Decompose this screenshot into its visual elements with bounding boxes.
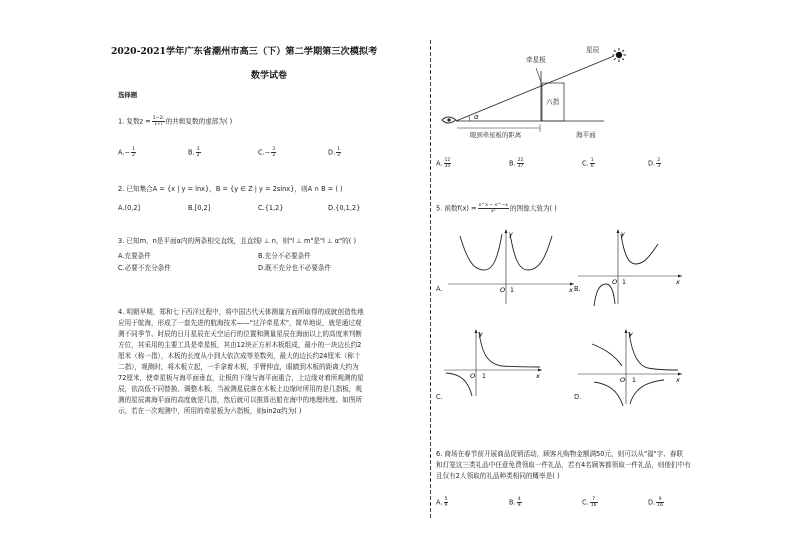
option-fraction [196,147,201,158]
q4-option-c [582,158,596,170]
q5-prefix: 5. 函数f(x) = [436,204,477,213]
curve-upper-right [629,332,678,370]
q5-suffix: 的图像大致为( ) [510,204,557,213]
option-fraction [131,147,136,158]
tick-label: 1 [510,287,514,294]
graph-a [436,226,576,306]
q4-line: 测的星辰离海平面的高度就是几指，然后就可以推算出船在海中的地理纬度。如图所 [118,396,362,404]
option-label: C. [582,498,589,507]
question-2-stem: 2. 已知集合A = {x | y = lnx}，B = {y ∈ Z | y = 2sinx}，则A ∩ B = ( ) [118,185,343,193]
exam-title: 2020-2021学年广东省潮州市高三（下）第二学期第三次模拟考 [111,46,378,57]
x-label: x [569,286,573,294]
option-label: B. [509,498,516,507]
question-1-stem [118,116,232,128]
y-label: y [621,230,625,238]
q4-option-a [436,158,452,170]
q1-option-c [258,147,277,159]
six-finger-label: 六指 [546,98,560,106]
option-label: B. [509,159,516,168]
option-label: B. [188,148,195,157]
y-axis-arrow [475,329,478,333]
option-fraction [517,158,525,169]
exam-subtitle: 数学试卷 [251,71,288,81]
q4-line: 二指），观测时，将木板立起，一手拿着木板，手臂伸直，眼睛到木板的距离大约为 [118,363,359,371]
option-label: A. [436,498,443,507]
frac-num: 2 [657,158,661,163]
q1-option-b [188,147,202,159]
q3-option-a: A.充要条件 [118,252,151,260]
option-fraction [271,147,276,158]
frac-den: 2 [132,153,135,158]
q1-option-a [118,147,137,159]
frac-num: 3 [196,147,200,152]
q4-line: 4. 明朝早期，郑和七下西洋过程中，将中国古代天体测量方面所取得的成就创造性地 [118,308,364,316]
q1-fraction [152,116,165,127]
q3-option-b: B.充分不必要条件 [258,252,311,260]
curve-left [446,373,472,396]
graph-d [574,326,684,406]
frac-num: 1 [132,147,135,152]
eye-icon [442,117,456,123]
curve-right [621,234,658,264]
graph-c [436,326,546,398]
frac-den: 2 [272,153,276,158]
curve-left [594,284,615,306]
q6-line: 6. 商场在春节前开展商品促销活动，顾客凡购物金额满50元，则可以从"福"字、春联 [436,450,684,458]
frac-den: 16 [590,503,597,508]
curve-left [460,234,502,270]
y-axis-arrow [625,329,628,333]
q2-option-c: C.{1,2} [258,204,284,212]
y-label: y [479,330,483,338]
q3-option-c: C.必要不充分条件 [118,264,171,272]
origin-label: O [612,278,618,286]
q6-option-d [648,497,665,509]
angle-arc [469,116,470,121]
frac-den: 3 [657,164,661,169]
question-4-text [118,307,423,417]
frac-den: 9 [444,503,448,508]
origin-label: O [620,376,626,384]
frac-num: 7 [590,497,598,503]
option-sign: − [124,148,131,157]
frac-num: 22 [517,158,524,163]
star-sun-icon [612,48,626,62]
option-label: A. [436,159,443,168]
q2-option-a: A.(0,2] [118,204,141,212]
section-heading: 选择题 [118,91,138,99]
frac-num: 3 [272,147,276,152]
q1-frac-den: 1+i [154,122,163,127]
y-axis-arrow [617,229,620,233]
frac-den: 35 [444,164,451,169]
q5-frac-num: e^x − e^−x [478,203,508,208]
q4-line: 辰，依高低不同替换、调整木板，当被测星辰落在木板上边缘时所用的是几指板，观 [118,385,362,393]
origin-label: O [500,286,506,294]
option-label: D. [648,498,656,507]
frac-num: 5 [444,497,448,502]
q4-option-b [509,158,525,170]
option-fraction [656,158,661,169]
q6-option-b [509,497,523,509]
alpha-label: α [474,113,479,121]
option-label: A. [118,148,125,157]
q6-option-c [582,497,599,509]
q1-frac-num: 1−2i [152,116,164,121]
frac-num: 12 [444,158,451,163]
tick-label: 1 [482,373,486,380]
q6-line: 且仅有2人领取的礼品种类相同的概率是( ) [436,472,560,480]
q6-line: 和灯笼这三类礼品中任意免费领取一件礼品，若有4名顾客都领取一件礼品，则他们中有 [436,461,691,469]
q4-line: 厘米（称一指），木板的长度从小到大依次成等差数列，最大的边长约24厘米（称十 [118,352,361,360]
frac-num: 9 [656,497,664,503]
option-label: C. [258,148,265,157]
question-6-text [436,449,736,482]
question-3-stem: 3. 已知m，n是平面α内的两条相交直线，且直线l ⊥ n，则"l ⊥ m"是"l ⊥ α"的( ) [118,237,357,245]
q5-fraction [478,203,509,214]
graph-d-label: D. [574,393,582,401]
q2-option-b: B.[0,2] [188,204,211,212]
x-label: x [676,278,680,286]
curve-right [479,332,540,367]
x-label: x [536,372,540,380]
frac-num: 1 [590,158,594,163]
q1-suffix: 的共轭复数的虚部为( ) [165,117,233,126]
y-label: y [509,230,513,238]
option-fraction [444,497,449,508]
distance-label: 眼到牵星板的距离 [470,131,522,139]
q2-option-d: D.{0,1,2} [328,204,361,212]
curve-upper-left [592,344,622,366]
option-fraction [517,497,522,508]
frac-num: 4 [517,497,521,502]
graph-c-label: C. [436,393,443,401]
graph-a-label: A. [436,285,443,293]
option-fraction [656,497,664,508]
curve-lower-left [594,382,623,406]
origin-label: O [470,372,476,380]
sight-line [456,56,614,121]
q4-option-d [648,158,662,170]
q3-option-d: D.既不充分也不必要条件 [258,264,332,272]
q6-option-a [436,497,449,509]
option-sign: − [264,148,271,157]
option-fraction [590,497,598,508]
frac-den: 37 [517,164,524,169]
frac-den: 16 [657,503,664,508]
frac-den: 9 [517,503,521,508]
frac-num: 1 [337,147,341,152]
option-fraction [444,158,452,169]
option-label: C. [582,159,589,168]
q5-frac-den: x² [491,209,496,214]
board-pointer [536,68,541,82]
graph-b [574,226,684,306]
q4-line: 72厘米，使牵星板与海平面垂直，让板的下缘与海平面重合，上边缘对着所观测的星 [118,374,364,382]
q4-line: 测不同季节、时辰的日月星辰在天空运行的位置和测量星辰在海面以上的高度来判断 [118,330,362,338]
board-label: 牵星板 [526,56,546,64]
curve-right [510,234,552,270]
option-fraction [590,158,595,169]
frac-den: 2 [196,153,200,158]
star-board-figure [436,40,636,144]
q1-option-d [328,147,342,159]
star-label: 星辰 [586,46,600,54]
tick-label: 1 [622,279,626,286]
q4-line: 示，若在一次观测中，所用的牵星板为六指板，则sin2α约为( ) [118,407,302,415]
column-divider [430,40,431,520]
q1-prefix: 1. 复数z = [118,117,151,126]
y-label: y [629,330,633,338]
x-label: x [676,376,680,384]
sea-label: 海平面 [576,131,596,139]
option-fraction [336,147,341,158]
q4-line: 方位，其采用的主要工具是牵星板，其由12块正方形木板组成，最小的一块边长约2 [118,341,362,349]
graph-b-label: B. [574,285,581,293]
q4-line: 应用于航海，形成了一套先进的航海技术——"过洋牵星术"，简单地说，就是通过观 [118,319,362,327]
option-label: D. [328,148,336,157]
option-label: D. [648,159,656,168]
question-5-stem [436,203,557,215]
tick-label: 1 [632,377,636,384]
y-axis-arrow [505,229,508,233]
frac-den: 2 [337,153,341,158]
frac-den: 6 [590,164,594,169]
